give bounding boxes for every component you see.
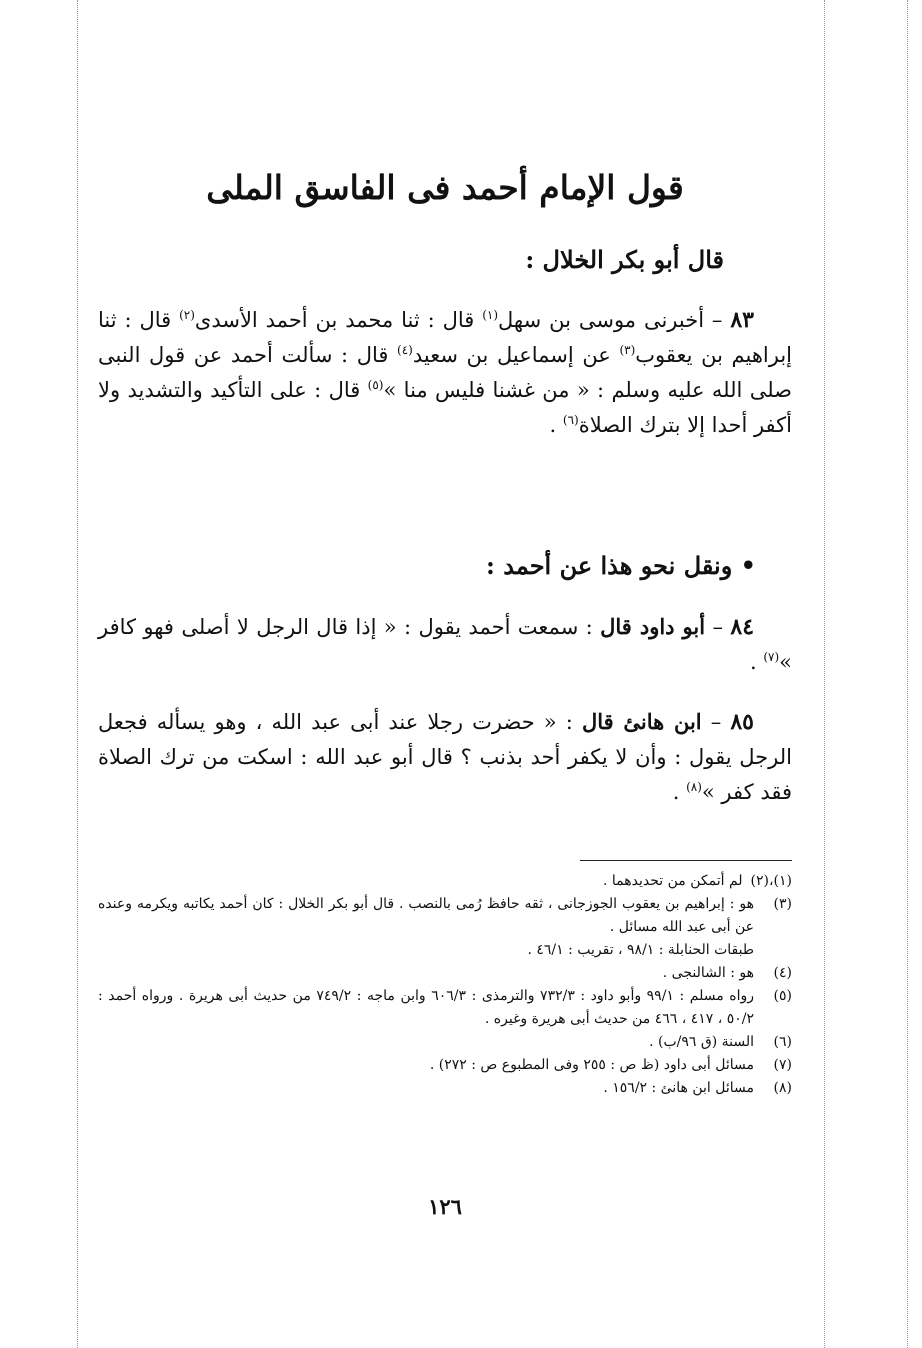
footnote-ref-4[interactable]: (٤) bbox=[397, 343, 413, 357]
footnote-mark: (٣) bbox=[773, 896, 792, 912]
section-heading-naql: • ونقل نحو هذا عن أحمد : bbox=[486, 551, 756, 580]
page-title: قول الإمام أحمد فى الفاسق الملى bbox=[206, 168, 684, 207]
paragraph-number: ٨٤ bbox=[730, 614, 755, 640]
footnote: (٨) مسائل ابن هانئ : ١٥٦/٢ . bbox=[98, 1077, 792, 1100]
footnotes bbox=[98, 870, 792, 1100]
footnote: (٣) هو : إبراهيم بن يعقوب الجوزجانى ، ثقه حافظ رُمى بالنصب . قال أبو بكر الخلال : كان أحمد يكاتبه ويكرمه وعنده عن أبى عبد الله مسائل . طبقات الحنابلة : ٩٨/١ ، تقريب : ٤٦/١ . bbox=[98, 893, 792, 962]
footnote-mark: (٦) bbox=[773, 1034, 792, 1050]
margin-dotted-line-right bbox=[824, 0, 825, 1348]
footnote-mark: (٤) bbox=[773, 965, 792, 981]
document-page bbox=[98, 0, 792, 1348]
footnote: (٤) هو : الشالنجى . bbox=[98, 962, 792, 985]
footnote: (٥) رواه مسلم : ٩٩/١ وأبو داود : ٧٣٢/٣ والترمذى : ٦٠٦/٣ وابن ماجه : ٧٤٩/٢ من حديث أبى هريرة . ورواه أحمد : ٥٠/٢ ، ٤١٧ ، ٤٦٦ من حديث أبى هريرة وغيره . bbox=[98, 985, 792, 1031]
footnote-ref-7[interactable]: (٧) bbox=[763, 650, 780, 664]
page-number: ١٢٦ bbox=[428, 1194, 462, 1219]
margin-dotted-line-edge bbox=[907, 0, 908, 1348]
footnote: (٦) السنة (ق ٩٦/ب) . bbox=[98, 1031, 792, 1054]
section-heading-khallal: قال أبو بكر الخلال : bbox=[525, 245, 724, 274]
footnote-mark: (١)،(٢) bbox=[750, 873, 792, 889]
footnote: (١)،(٢) لم أتمكن من تحديدهما . bbox=[98, 870, 792, 893]
footnote-ref-6[interactable]: (٦) bbox=[562, 413, 579, 427]
narrator-name: أبو داود قال bbox=[600, 614, 706, 639]
footnote-ref-2[interactable]: (٢) bbox=[179, 308, 195, 322]
paragraph-85: ٨٥ – ابن هانئ قال : « حضرت رجلا عند أبى عبد الله ، وهو يسأله فجعل الرجل يقول : وأن لا يكفر أحد بذنب ؟ قال أبو عبد الله : اسكت من ترك الصلاة فقد كفر »$^{(٨)}$ . bbox=[98, 709, 792, 804]
footnote-divider bbox=[580, 860, 792, 861]
footnote-mark: (٥) bbox=[773, 988, 792, 1004]
paragraph-84: ٨٤ – أبو داود قال : سمعت أحمد يقول : « إذا قال الرجل لا أصلى فهو كافر »$^{(٧)}$ . bbox=[98, 614, 792, 674]
narrator-name: ابن هانئ قال bbox=[581, 709, 702, 734]
footnote: (٧) مسائل أبى داود (ظ ص : ٢٥٥ وفى المطبوع ص : ٢٧٢) . bbox=[98, 1054, 792, 1077]
footnote-mark: (٨) bbox=[773, 1080, 792, 1096]
margin-dotted-line-left bbox=[77, 0, 78, 1348]
footnote-ref-1[interactable]: (١) bbox=[482, 308, 499, 322]
paragraph-83: ٨٣ – أخبرنى موسى بن سهل$^{(١)}$ قال : ثنا محمد بن أحمد الأسدى$^{(٢)}$ قال : ثنا إبراهيم بن يعقوب$^{(٣)}$ عن إسماعيل بن سعيد$^{(٤)}$ قال : سألت أحمد عن قول النبى صلى الله عليه وسلم : « من غشنا فليس منا »$^{(٥)}$ قال : على التأكيد والتشديد ولا أكفر أحدا إلا بترك الصلاة$^{(٦)}$ . bbox=[98, 307, 792, 437]
footnote-ref-8[interactable]: (٨) bbox=[686, 780, 702, 794]
footnote-ref-3[interactable]: (٣) bbox=[619, 343, 636, 357]
footnote-mark: (٧) bbox=[773, 1057, 792, 1073]
paragraph-number: ٨٣ bbox=[730, 307, 754, 333]
paragraph-number: ٨٥ bbox=[730, 709, 754, 735]
footnote-ref-5[interactable]: (٥) bbox=[367, 378, 384, 392]
